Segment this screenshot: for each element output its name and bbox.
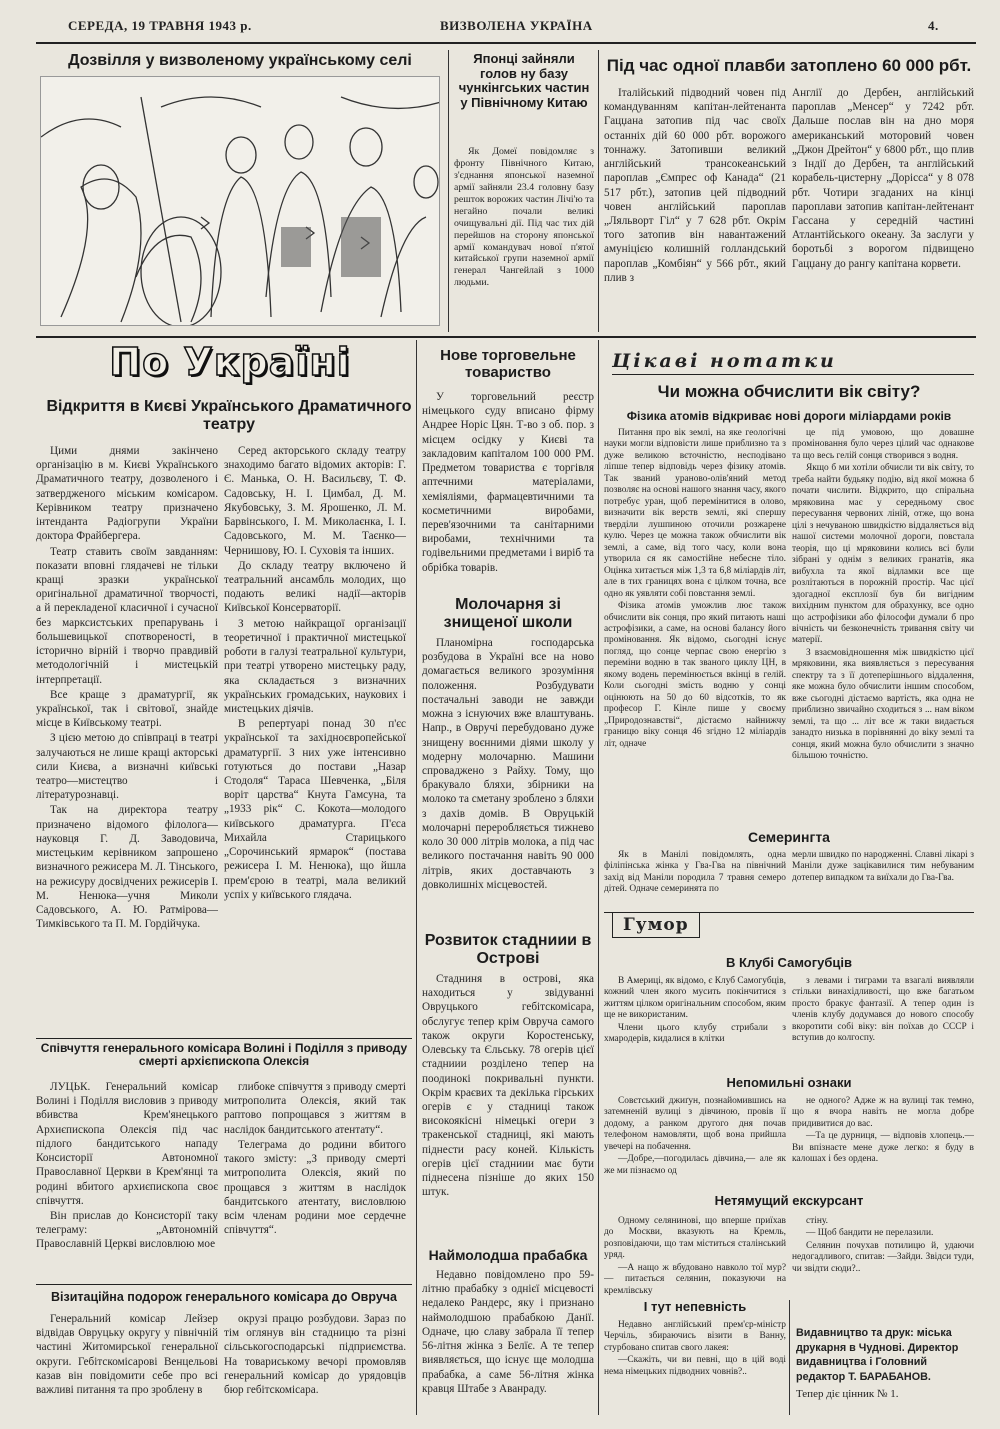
signs-col2 xyxy=(792,1096,974,1182)
notes-section-title: Цікаві нотатки xyxy=(612,350,837,372)
paragraph: Цими днями закінчено організацію в м. Києві Українського Драматичного театру, дозволеного і затвердженого міським комісаром. Керівником театру призначено інтенданта Радіогрупи України доктора Фрайбергера. xyxy=(36,445,218,543)
column-rule xyxy=(789,1300,790,1415)
paragraph: З цією метою до співпраці в театрі залучаються не лише кращі акторські сили Києва, а визначні київські театро—мистецтво і літературознавці. xyxy=(36,732,218,802)
septuplets-text-1: Як в Манілі повідомлять, одна філіпінська жінка у Гва-Гва на північний захід від Маніли породила 7 травня семеро дітей. Одначе семеринята по xyxy=(604,850,786,895)
trade-headline: Нове торговельне товариство xyxy=(440,347,576,381)
club-col1 xyxy=(604,976,786,1056)
paragraph: З взаємовідношення між швидкістю цієї мряковини, яка виявляється з пересування спектру та з її дотеперішнього віддалення, яке можна було обчислити іншим способом, вже сьогодні дістаємо вартість, яка одна не приблизно звичайно сходиться з ... нам віком землі, та що ... літ все ж таки видається занадто низька в порівнянні до віку землі та сонця, який можна було обчислити з значно більшою точністю. xyxy=(792,647,974,762)
club-col2 xyxy=(792,976,974,1056)
grandma-text: Недавно повідомлено про 59-літню прабабку з однієї місцевості недалеко Рандерс, яку і признано наймолодшою прабабкою Данії. Одначе, цю славу забрала її тепер 56-літня жінка з Белїє. А те тепер виявляється, що існує ще молодша прабабка, а саме 56-літня жінка кравця Штабе з Аванраду. xyxy=(422,1269,594,1395)
imprint-editor: Т. БАРАБАНОВ. xyxy=(848,1370,931,1383)
signs-col1 xyxy=(604,1096,786,1182)
stud-article xyxy=(422,972,594,1242)
dairy-headline: Молочарня зі знищеної школи xyxy=(443,596,573,631)
column-rule xyxy=(416,340,417,1415)
paragraph: стіну. xyxy=(806,1216,828,1226)
tourist-headline: Нетямущий екскурсант xyxy=(714,1193,864,1208)
trade-text: У торговельний реєстр німецького суду вписано фірму Андрее Норіс Цян. Т-во з об. пор. з місцем осідку у Києві та закладовим капіталом 100 000 РМ. Предметом товариства є торгівля аптечними матеріалами, хеміяліями, фармацевтичними та косметичними виробами, перев'язочними та санітарними виробами, технічними та годівельними предметами і виріб та обрібка товарів. xyxy=(422,391,594,574)
uncertainty-article xyxy=(604,1320,786,1414)
paragraph: Театр ставить своїм завданням: показати вповні глядачеві не тільки кращі зразки української оригінальної драматичної творчості, а й перекладеної класичної і сучасної без марксистських препарувань і большевицької спотвореності, в історично вірній і творчо правдивій методологічній і мистецькій інтерпретації. xyxy=(36,545,218,686)
photo-caption: Дозвілля у визволеному українському селі xyxy=(68,52,412,69)
paragraph: це під умовою, що довашне проміновання було через цілий час однакове та що весь гелій сонця створився з водня. xyxy=(792,428,974,461)
uncertainty-headline: І тут непевність xyxy=(643,1299,747,1314)
paragraph: окрузі працю розбудови. Зараз по тім оглянув він стадницю та різні сільськогосподарські підприємства. На товариському вечорі промовляв генеральний комісар до урядовців бюр гебітскомісара. xyxy=(224,1313,406,1397)
septuplets-col1 xyxy=(604,850,786,910)
visit-col1 xyxy=(36,1312,218,1412)
theatre-headline: Відкриття в Києві Українського Драматичного театру xyxy=(46,398,412,433)
paragraph: Фізика атомів уможлив лює також обчислити вік сонця, про який питають наші астрофізики, а саме, на основі балансу його проміновання. Як відомо, сьогодні існує погляд, що сонце черпає свою енергію з переміни водню в так званого циклу ЦН, в якому водень перемінюється вкінці в гелій. Коли сьогодні змість водню у сонці оцінюють на 50 до 60 відсотків, то як професор Г. Кінле пише у своєму „Природознавстві“, дістаємо найнижчу границю віку сонця 46 згідно 12 міліардів літ, одначе xyxy=(604,601,786,749)
world-age-col1 xyxy=(604,428,786,824)
paragraph: Все краще з драматургії, як української, так і світової, знайде місце в Київському театрі. xyxy=(36,688,218,730)
column-rule xyxy=(598,50,599,332)
condolence-headline: Співчуття генерального комісара Волині і Поділля з приводу смерті архієпископа Олексія xyxy=(40,1041,408,1069)
theatre-col1 xyxy=(36,444,218,1034)
paragraph: З метою найкращої організації теоретичної і практичної мистецької роботи в галузі театральної культури, при театрі утворено мистецьку раду, яка складається з визначних українських громадських, наукових і мистецьких діячів. xyxy=(224,617,406,715)
paragraph: В репертуарі понад 30 п'єс української та західноєвропейської драматургії. З них уже інтенсивно готуються до постави „Назар Стодоля“ Тараса Шевченка, „Біля воріт царства“ Кнута Гамсуна, та „1933 рік“ С. Кокота—молодого київського драматурга. П'єса Михайла Старицького „Сорочинський ярмарок“ (постава режисера І. М. Ненюка), що йшла прем'єрою в театрі, мала великий успіх у київського глядача. xyxy=(224,718,406,901)
header-paper-name: ВИЗВОЛЕНА УКРАЇНА xyxy=(440,18,593,33)
condolence-col1 xyxy=(36,1080,218,1280)
japan-text: Як Домеї повідомляє з фронту Північного Китаю, з'єднання японської наземної армії зайняли 23.4 головну базу решток ворожих частин Лічі'ю та негайно почали великі очищувальні дії. Під час тих дій перейшов на сторону японської армії командувач нової п'ятої китайської групи наземної армії генерал Чангейлай з 1000 людьми. xyxy=(454,146,594,289)
submarine-headline: Під час одної плавби затоплено 60 000 рбт. xyxy=(606,56,972,75)
theatre-col2 xyxy=(224,444,406,1034)
section-title-ukraine: По Україні xyxy=(109,340,351,384)
paragraph: Телеграма до родини вбитого такого змісту: „З приводу смерті митрополита Олексія, який по прощався з життям в наслідок бандитського атентату, висловлюю всім членам родини мое сердечне співчуття“. xyxy=(224,1138,406,1237)
paragraph: До складу театру включено й театральний ансамбль молодих, що подають великі надії—акторів Київської Консерваторії. xyxy=(224,559,406,615)
condolence-col2 xyxy=(224,1080,406,1280)
paragraph: —Добре,—погодилась дівчина,— але як же ми пізнаємо од xyxy=(604,1154,786,1176)
paragraph: глибоке співчуття з приводу смерті митрополита Олексія, який так раптово попрощався з життям в наслідок бандитського атентату“. xyxy=(224,1081,406,1136)
imprint-publisher: Видавництво та друк: міська друкарня в Чуднові. Директор видавництва і Головний редактор xyxy=(796,1327,959,1383)
stud-headline: Розвиток стадниии в Острові xyxy=(424,932,592,967)
submarine-col-right xyxy=(792,86,974,332)
submarine-text-left: Італійський підводний човен під командуванням капітан-лейтенанта Гацџана затопив під час своїх останніх дій 60 000 рбт. ворожого тоннажу. Затопивши великий англійський трансокеанський пароплав „Ємпрес оф Канада“ (21 517 рбт.), затопив цей підводний човен англійський пароплав „Ляльворт Гіл“ у 7 628 рбт. Окрім того затопив він навантажений амуніцією колишній голландський пароплав „Комбіян“ у 566 рбт., який плив з xyxy=(604,87,786,284)
paragraph: —Та це дурниця, — відповів хлопець.—Ви впізнаєте мене дуже легко: я буду в калошах і без ордена. xyxy=(792,1131,974,1165)
world-age-headline: Чи можна обчислити вік світу? xyxy=(657,382,921,401)
paragraph: —Скажіть, чи ви певні, що в цій воді нема німецьких підводних човнів?.. xyxy=(604,1355,786,1377)
paragraph: Він прислав до Консисторії таку телеграму: „Автономній Православній Церкві висловлюю мое xyxy=(36,1209,218,1251)
header-rule xyxy=(36,42,976,44)
paragraph: з левами і тиграми та взагалі виявляли стільки винахідливості, що вже багатьом просто бракує фантазії. А тепер один із членів клубу додумався до нового способу вкоротити собі віку: він поїхав до СССР і вступив до колгоспу. xyxy=(792,976,974,1044)
tourist-col2 xyxy=(792,1216,974,1296)
paragraph: Одному селянинові, що вперше приїхав до Москви, вказують на Кремль, розповідаючи, що там міститься сталінський уряд. xyxy=(604,1216,786,1261)
septuplets-text-2: мерли швидко по народженні. Славні лікарі з Маніли дуже зацікавилися тим небуваним дотепер випадком та виїхали до Гва-Гва. xyxy=(792,850,974,883)
imprint-price: Тепер діє цінник № 1. xyxy=(796,1388,899,1401)
paragraph: Питання про вік землі, на яке геологічні науки могли відповісти лише приблизно та з дуже великою вєточністю, несподівано ліпше тепер відповідь через фізику атомів. Так званий ураново-олів'яний метод позволяє на основі нашого знання часу, якого потребує уран, щоб перемінитися в олово, визначити вік верств землі, які спершу тверділи лушпиною оточили розжарене кулю. Через це можна також обчислити вік землі, а саме, від того часу, коли вона утворила ся як самостійне небесне тіло. Оцінка хитається між 1,3 та 6,8 міліардів літ, але в тих границях вона є цілком точна, все одно як уявляти собі повстання землі. xyxy=(604,428,786,599)
visit-headline: Візитаційна подорож генерального комісара до Овруча xyxy=(50,1290,397,1304)
trade-article xyxy=(422,390,594,590)
japan-headline: Японці зайняли голов ну базу чункінгських частин у Північному Китаю xyxy=(458,51,590,110)
grandma-article xyxy=(422,1268,594,1414)
dairy-text: Планомірна господарська розбудова в Україні все на ново домагається великого зрозуміння положення. Розбудувати постачальні заводи не завжди можна з існуючих вже влаштувань. Напр., в Овручі перебудовано дуже знищену воєнними діями школу у модерну молочарню. Машини спроваджено з Райху. Тому, що бракувало бляхи, збірники на молоко та сметану зроблено з бляхи з дахів домів. В Овруцькій молочарні переробляється тижнево коло 30 000 літрів молока, а під час великого постачання навіть 90 000 літрів, яких доставчають з довколишніх місцевостей. xyxy=(422,637,594,891)
paragraph: Якщо б ми хотіли обчисли ти вік світу, то треба найти будьяку подію, від якої можна б почати числити. Відкрито, що спіральна мряковина має у середньому своє пересування червоних ліній, отже, що вона цілі з нечуваною швидкістю віддаляється від нашої системи молочної дороги, повстала теорія, що ці мряковини колись всі були зібрані у однім з великих гранатів, яка вибухла та якої відламки все ще розлітаються в порожній простір. Час цієї здогадної експлозії був би вигідним вихідним пунктом для обрахунку, все одно що астрофізики або філософи думали б про вічність чи безконечність тривання світу чи матерії. xyxy=(792,463,974,646)
column-rule xyxy=(448,50,449,332)
paragraph: Недавно англійський прем'єр-міністр Черчіль, збираючись візити в Ванну, стурбовано спитав свого лакея: xyxy=(604,1320,786,1353)
illustration-drawing xyxy=(41,77,440,326)
humor-section-box xyxy=(612,912,700,938)
notes-underline xyxy=(612,374,974,375)
header-page-number: 4. xyxy=(928,18,939,33)
humor-section-title: Гумор xyxy=(612,912,700,938)
article-rule xyxy=(36,1284,412,1285)
column-rule xyxy=(598,340,599,1415)
grandma-headline: Наймолодша прабабка xyxy=(428,1247,588,1263)
septuplets-headline: Семерингта xyxy=(748,829,830,845)
visit-col2 xyxy=(224,1312,406,1412)
tourist-col1 xyxy=(604,1216,786,1296)
paragraph: Генеральний комісар Лейзер відвідав Овруцьку округу у північній частині Житомирської генеральної округи. Гебітскомісарові Венцельові казав він повідомити себе про всі важливі питання та про зроблену в xyxy=(36,1313,218,1397)
paragraph: ЛУЦЬК. Генеральний комісар Волині і Поділля висловив з приводу вбивства Крем'янецького Архиєпископа Олексія під час підлого бандитського нападу Консисторії Автономної Православної Церкви в Крем'янці та родині вбитого архиєпископа своє співчуття. xyxy=(36,1081,218,1207)
paragraph: —А нащо ж вбудовано навколо тої мур? — питається селянин, показуючи на кремлівську xyxy=(604,1262,786,1296)
section-rule xyxy=(36,336,976,338)
dairy-article xyxy=(422,636,594,926)
article-rule xyxy=(36,1038,412,1039)
paragraph: Совєтський джиґун, познайомившись на затемненій вулиці з дівчиною, провів її додому, а ранком другого дня почав телефоном намовляти, щоб вона прийшла увечері на побачення. xyxy=(604,1096,786,1152)
world-age-col2 xyxy=(792,428,974,824)
paragraph: Члени цього клубу стрибали з хмародерів, кидалися в клітки xyxy=(604,1022,786,1045)
club-headline: В Клубі Самогубців xyxy=(726,955,852,970)
stud-text: Стадниня в острові, яка находиться у звідуванні Овруцького гебітскомісара, обслугує тепер крім Овруча самого також округи Коростенську, Олевську та Єльську. 78 огерів цієї стадниии розділено тепер на поодинокі покривальні пункти. Окрім краєвих та декілька гірських огерів є у стадниці також високоякісні німецькі огери з тракенської стадниці, які мають піднести расу коней. Кількість огерів цієї стадниии має бути піднесена пізніше до яких 150 штук. xyxy=(422,973,594,1199)
village-leisure-illustration xyxy=(40,76,440,326)
header-date: СЕРЕДА, 19 ТРАВНЯ 1943 р. xyxy=(68,18,252,33)
imprint xyxy=(796,1326,974,1402)
japan-article xyxy=(454,146,594,332)
paragraph: В Америці, як відомо, є Клуб Самогубців, кожний член якого мусить покінчитися з життям цілком оригінальним способом, яким ще не використаним. xyxy=(604,976,786,1021)
paragraph: Серед акторського складу театру знаходимо багато відомих акторів: Г. Є. Манька, О. Н. Васильєву, Т. Ф. Садовську, Н. І. Цимбал, Д. М. Якубовську, З. М. Ярошенко, Л. М. Барвінського, І. М. Миколаєнка, І. І. Садовського, М. М. Таєнко—Чернишову, Ю. І. Суховія та інших. xyxy=(224,445,406,557)
world-age-subheadline: Фізика атомів відкриває нові дороги міліардами років xyxy=(626,409,952,423)
paragraph: Селянин почухав потилицю й, удаючи недогадливого, спитав: —Зайди. Звідси туди, чи звідти сюди?.. xyxy=(792,1240,974,1274)
paragraph: не одного? Адже ж на вулиці так темно, що я вчора навіть не могла добре придивитися до вас. xyxy=(792,1096,974,1129)
submarine-text-right: Англії до Дербен, англійський пароплав „Менсер“ у 7242 рбт. Дальше послав він на дно моря американський моторовий човен „Джон Дрейтон“ у 6800 рбт., що плив з Індії до Дербен, та англійський корабель-цистерну „Дорісса“ у 8 078 рбт. Чотири згаданих на кінці пароплави затопив капітан-лейтенант Гассана у середній частині Атлантійського океану. За заслуги у боротьбі з ворогом підвищено Гацџану до рангу капітана корвети. xyxy=(792,87,974,270)
paragraph: — Щоб бандити не перелазили. xyxy=(806,1228,934,1239)
submarine-col-left xyxy=(604,86,786,332)
paragraph: Так на директора театру призначено відомого філолога—науковця Г. Д. Заводовича, мистецьким керівником запрошено визначного режисера М. Л. Тінського, на режисуру досвідчених режисерів І. М. Ненюка—учня Миколи Садовського, А. Ю. Ратмірова—Тимківського та П. М. Гордійчука. xyxy=(36,804,218,931)
signs-headline: Непомильні ознаки xyxy=(726,1075,852,1090)
septuplets-col2 xyxy=(792,850,974,910)
